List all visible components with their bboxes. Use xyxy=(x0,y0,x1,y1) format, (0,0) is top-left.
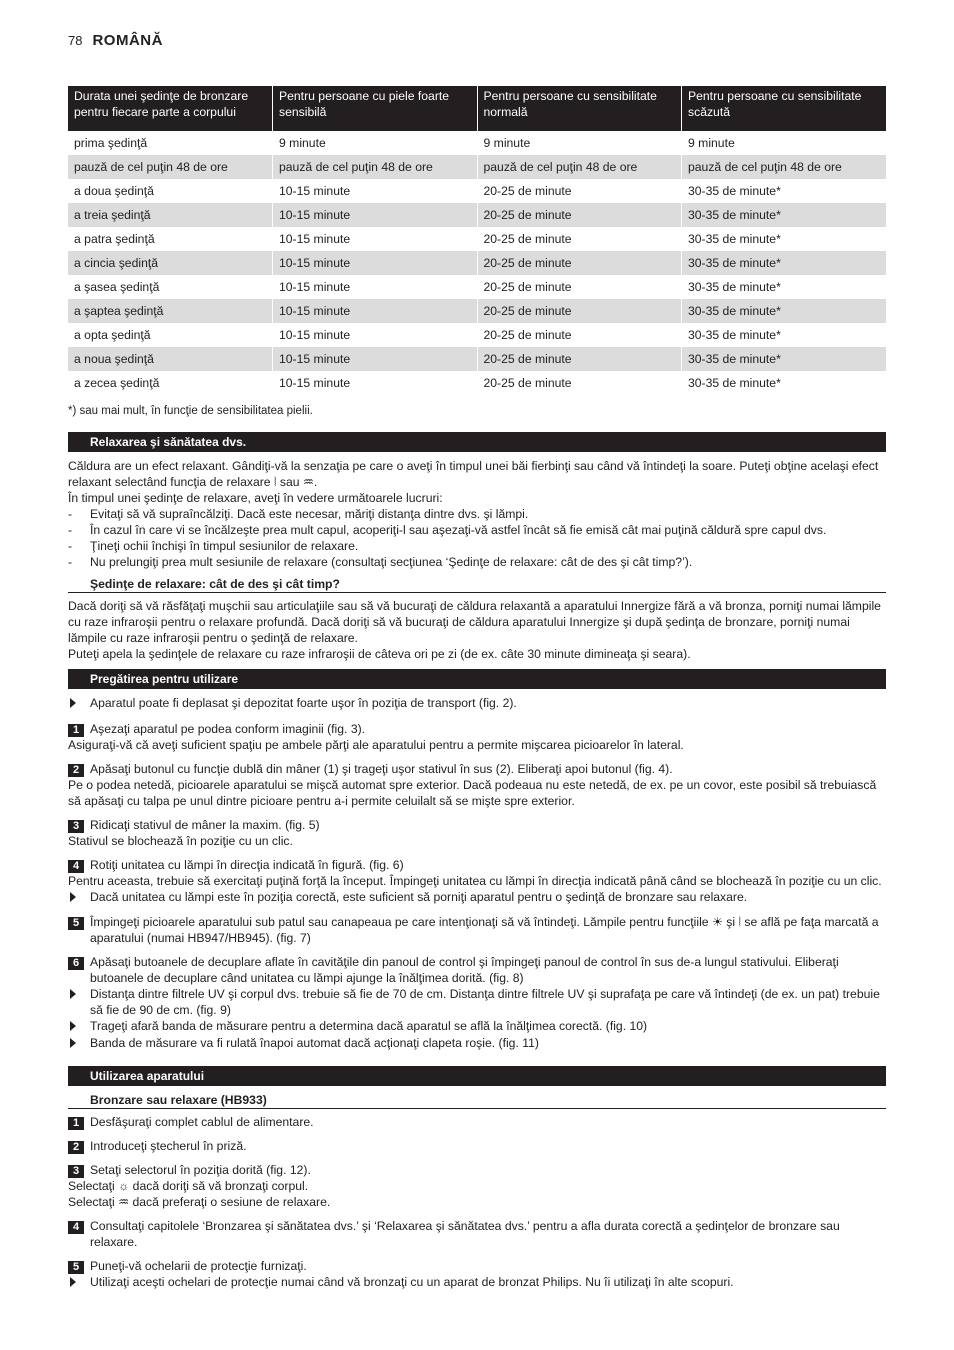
step-1 xyxy=(68,1114,886,1130)
table-row xyxy=(68,251,886,275)
step-number: 1 xyxy=(68,1117,84,1130)
step-number: 3 xyxy=(68,1165,84,1178)
page-number: 78 xyxy=(68,33,83,48)
main-content xyxy=(68,403,886,1291)
step-number: 3 xyxy=(68,820,84,833)
table-row xyxy=(68,371,886,395)
paragraph: Căldura are un efect relaxant. Gândiţi-vă la senzaţia pe care o aveţi în timpul unei băi fierbinţi sau când vă întindeţi la soare. Puteţi obţine acelaşi efect relaxant selectând funcţia de relaxare ⦚ sau ♒. xyxy=(68,459,879,489)
table-cell: 30-35 de minute* xyxy=(682,227,887,251)
step-6 xyxy=(68,954,886,986)
paragraph: Pentru aceasta, trebuie să exercitaţi puţină forţă la început. Împingeţi unitatea cu lămpi în direcţia indicată până când se blochează în poziţie cu un clic. xyxy=(68,874,882,888)
step-text: Consultaţi capitolele ‘Bronzarea şi sănătatea dvs.’ şi ‘Relaxarea şi sănătatea dvs.’ pentru a afla durata corectă a şedinţelor de bronzare sau relaxare. xyxy=(90,1219,840,1249)
table-cell: 20-25 de minute xyxy=(477,275,682,299)
item-text: Utilizaţi aceşti ochelari de protecţie numai când vă bronzaţi cu un aparat de bronzat Philips. Nu îi utilizaţi în alte scopuri. xyxy=(90,1275,734,1289)
table-cell: pauză de cel puţin 48 de ore xyxy=(273,155,478,179)
table-cell: 9 minute xyxy=(273,131,478,155)
step-number: 2 xyxy=(68,764,84,777)
table-cell: 10-15 minute xyxy=(273,179,478,203)
paragraph: În timpul unei şedinţe de relaxare, aveţi în vedere următoarele lucruri: xyxy=(68,491,443,505)
table-cell: 30-35 de minute* xyxy=(682,275,887,299)
step-text: Setaţi selectorul în poziţia dorită (fig. 12). xyxy=(90,1163,311,1177)
step-5 xyxy=(68,1258,886,1274)
tanning-schedule-table xyxy=(68,86,886,395)
table-cell: 10-15 minute xyxy=(273,299,478,323)
table-cell: 10-15 minute xyxy=(273,275,478,299)
list-item xyxy=(68,554,886,570)
table-cell: 30-35 de minute* xyxy=(682,371,887,395)
table-cell: pauză de cel puţin 48 de ore xyxy=(682,155,887,179)
paragraph: Selectaţi ☼ dacă doriţi să vă bronzaţi corpul. xyxy=(68,1179,309,1193)
table-row xyxy=(68,179,886,203)
paragraph: Selectaţi ♒ dacă preferaţi o sesiune de relaxare. xyxy=(68,1195,331,1209)
table-cell: a patra şedinţă xyxy=(74,232,155,246)
table-cell: a zecea şedinţă xyxy=(74,376,160,390)
paragraph: Dacă doriţi să vă răsfăţaţi muşchii sau articulaţiile sau să vă bucuraţi de căldura relaxantă a aparatului Innergize fără a vă bronza, porniţi numai lămpile cu raze infraroşii pentru o relaxare profundă. Dacă doriţi să vă bucuraţi de căldura aparatului Innergize şi după şedinţa de bronzare, porniţi numai lămpile cu raze infraroşii pentru o şedinţă de relaxare. xyxy=(68,599,881,645)
step-number: 5 xyxy=(68,917,84,930)
arrow-item xyxy=(68,986,886,1018)
table-cell: a cincia şedinţă xyxy=(68,251,273,275)
table-cell: pauză de cel puţin 48 de ore xyxy=(68,155,273,179)
list-item-text: Evitaţi să vă supraîncălziţi. Dacă este necesar, măriţi distanţa dintre dvs. şi lămpi. xyxy=(90,507,529,521)
table-cell: 20-25 de minute xyxy=(477,347,682,371)
list-item-text: În cazul în care vi se încălzeşte prea mult capul, acoperiţi-l sau aşezaţi-vă astfel încât să fie emisă cât mai puţină căldură spre capul dvs. xyxy=(90,523,827,537)
table-cell: 10-15 minute xyxy=(273,203,478,227)
table-header-cell: Pentru persoane cu sensibilitate scăzută xyxy=(682,86,887,131)
table-cell: a treia şedinţă xyxy=(68,203,273,227)
table-cell: 20-25 de minute xyxy=(477,299,682,323)
arrow-bullet-icon xyxy=(70,698,76,708)
list-item-text: Ţineţi ochii închişi în timpul sesiunilor de relaxare. xyxy=(90,539,359,553)
table-row xyxy=(68,323,886,347)
arrow-item xyxy=(68,1018,886,1035)
step-3 xyxy=(68,1162,886,1178)
table-cell: 20-25 de minute xyxy=(477,203,682,227)
arrow-bullet-icon xyxy=(70,892,76,902)
dash-marker: - xyxy=(68,523,73,537)
list-item xyxy=(68,506,886,522)
table-cell: 20-25 de minute xyxy=(477,251,682,275)
arrow-item xyxy=(68,695,886,712)
table-row xyxy=(68,155,886,179)
item-text: Dacă unitatea cu lămpi este în poziţia corectă, este suficient să porniţi aparatul pentru o şedinţă de bronzare sau relaxare. xyxy=(90,890,748,904)
table-cell: 9 minute xyxy=(477,131,682,155)
step-text: Împingeţi picioarele aparatului sub patul sau canapeaua pe care intenţionaţi să vă întindeţi. Lămpile pentru funcţiile ☀ şi ⦚ se află pe faţa marcată a aparatului (numai HB947/HB945). (fig. 7) xyxy=(90,915,879,945)
item-text: Aparatul poate fi deplasat şi depozitat foarte uşor în poziţia de transport (fig. 2). xyxy=(90,696,517,710)
paragraph: Asiguraţi-vă că aveţi suficient spaţiu pe ambele părţi ale aparatului pentru a permite mişcarea picioarelor în lateral. xyxy=(68,738,684,752)
table-header-cell: Pentru persoane cu piele foarte sensibilă xyxy=(273,86,478,131)
list-item xyxy=(68,538,886,554)
table-row xyxy=(68,299,886,323)
table-cell: 30-35 de minute* xyxy=(682,251,887,275)
table-row xyxy=(68,131,886,155)
table-body xyxy=(68,131,886,395)
table-cell: 20-25 de minute xyxy=(477,179,682,203)
table-cell: 10-15 minute xyxy=(273,323,478,347)
table-header-cell: Durata unei şedinţe de bronzare pentru fiecare parte a corpului xyxy=(68,86,273,131)
paragraph: Pe o podea netedă, picioarele aparatului se mişcă automat spre exterior. Dacă podeaua nu este netedă, de ex. pe un covor, este posibil să trebuiască să apăsaţi cu talpa pe unul dintre picioare pentru a-i permite celuilalt să se mişte spre exterior. xyxy=(68,778,877,808)
page-header xyxy=(68,33,163,49)
table-cell: 10-15 minute xyxy=(273,227,478,251)
step-number: 2 xyxy=(68,1141,84,1154)
arrow-bullet-icon xyxy=(70,989,76,999)
table-cell: 10-15 minute xyxy=(273,371,478,395)
step-1 xyxy=(68,721,886,737)
table-row xyxy=(68,227,886,251)
step-text: Apăsaţi butonul cu funcţie dublă din mâner (1) şi trageţi uşor stativul în sus (2). Eliberaţi apoi butonul (fig. 4). xyxy=(90,762,673,776)
section-title-relax: Relaxarea şi sănătatea dvs. xyxy=(68,432,886,452)
item-text: Distanţa dintre filtrele UV şi corpul dvs. trebuie să fie de 70 de cm. Distanţa dintre filtrele UV şi suprafaţa pe care vă întindeţi (de ex. un pat) trebuie să fie de 90 de cm. (fig. 9) xyxy=(90,987,880,1017)
step-text: Aşezaţi aparatul pe podea conform imaginii (fig. 3). xyxy=(90,722,366,736)
table-header-row xyxy=(68,86,886,131)
step-3 xyxy=(68,817,886,833)
table-row xyxy=(68,203,886,227)
paragraph: Stativul se blochează în poziţie cu un clic. xyxy=(68,834,293,848)
step-text: Desfăşuraţi complet cablul de alimentare. xyxy=(90,1115,314,1129)
list-item xyxy=(68,522,886,538)
section-title-prep: Pregătirea pentru utilizare xyxy=(68,669,886,689)
step-number: 6 xyxy=(68,957,84,970)
dash-marker: - xyxy=(68,539,73,553)
table-cell: 30-35 de minute* xyxy=(682,347,887,371)
step-text: Rotiţi unitatea cu lămpi în direcţia indicată în figură. (fig. 6) xyxy=(90,858,404,872)
step-4 xyxy=(68,857,886,873)
table-row xyxy=(68,275,886,299)
step-number: 4 xyxy=(68,1221,84,1234)
step-5 xyxy=(68,914,886,946)
table-cell: 30-35 de minute* xyxy=(682,203,887,227)
table-cell: 30-35 de minute* xyxy=(682,299,887,323)
table-cell: 10-15 minute xyxy=(273,251,478,275)
dash-marker: - xyxy=(68,555,73,569)
step-number: 5 xyxy=(68,1261,84,1274)
dash-marker: - xyxy=(68,507,73,521)
table-cell: 20-25 de minute xyxy=(477,227,682,251)
table-cell: a şaptea şedinţă xyxy=(68,299,273,323)
step-text: Introduceţi ştecherul în priză. xyxy=(90,1139,247,1153)
arrow-bullet-icon xyxy=(70,1038,76,1048)
item-text: Trageţi afară banda de măsurare pentru a determina dacă aparatul se află la înălţimea corectă. (fig. 10) xyxy=(90,1019,648,1033)
table-cell: 20-25 de minute xyxy=(477,371,682,395)
step-2 xyxy=(68,761,886,777)
step-number: 1 xyxy=(68,724,84,737)
step-text: Ridicaţi stativul de mâner la maxim. (fig. 5) xyxy=(90,818,320,832)
step-2 xyxy=(68,1138,886,1154)
table-cell: 9 minute xyxy=(682,131,887,155)
table-cell: 30-35 de minute* xyxy=(682,179,887,203)
table-cell: 30-35 de minute* xyxy=(682,323,887,347)
arrow-bullet-icon xyxy=(70,1021,76,1031)
table-cell: a noua şedinţă xyxy=(68,347,273,371)
subsection-title-relax-sessions: Şedinţe de relaxare: cât de des şi cât timp? xyxy=(68,576,886,593)
table-footnote: *) sau mai mult, în funcţie de sensibilitatea pielii. xyxy=(68,405,313,417)
section-title-usage: Utilizarea aparatului xyxy=(68,1066,886,1086)
table-row xyxy=(68,347,886,371)
subsection-title-hb933: Bronzare sau relaxare (HB933) xyxy=(68,1092,886,1109)
table-cell: 10-15 minute xyxy=(273,347,478,371)
step-text: Apăsaţi butoanele de decuplare aflate în cavităţile din panoul de control şi împingeţi panoul de control în sus de-a lungul stativului. Eliberaţi butoanele de decuplare când unitatea cu lămpi ajunge la înălţimea dorită. (fig. 8) xyxy=(90,955,839,985)
arrow-item xyxy=(68,1274,886,1291)
language-title: ROMÂNĂ xyxy=(92,32,163,49)
paragraph: Puteţi apela la şedinţele de relaxare cu raze infraroşii de câteva ori pe zi (de ex. câte 30 minute dimineaţa şi seara). xyxy=(68,647,691,661)
step-4 xyxy=(68,1218,886,1250)
step-number: 4 xyxy=(68,860,84,873)
arrow-item xyxy=(68,889,886,906)
arrow-bullet-icon xyxy=(70,1277,76,1287)
table-header-cell: Pentru persoane cu sensibilitate normală xyxy=(477,86,682,131)
table-cell: a doua şedinţă xyxy=(74,184,154,198)
table-cell: a opta şedinţă xyxy=(74,328,151,342)
arrow-item xyxy=(68,1035,886,1052)
table-cell: a şasea şedinţă xyxy=(74,280,160,294)
step-text: Puneţi-vă ochelarii de protecţie furnizaţi. xyxy=(90,1259,307,1273)
table-cell: prima şedinţă xyxy=(74,136,148,150)
table-cell: pauză de cel puţin 48 de ore xyxy=(477,155,682,179)
table-cell: 20-25 de minute xyxy=(477,323,682,347)
list-item-text: Nu prelungiţi prea mult sesiunile de relaxare (consultaţi secţiunea ‘Şedinţe de relaxare: cât de des şi cât timp?’). xyxy=(90,555,693,569)
item-text: Banda de măsurare va fi rulată înapoi automat dacă acţionaţi clapeta roşie. (fig. 11) xyxy=(90,1036,539,1050)
